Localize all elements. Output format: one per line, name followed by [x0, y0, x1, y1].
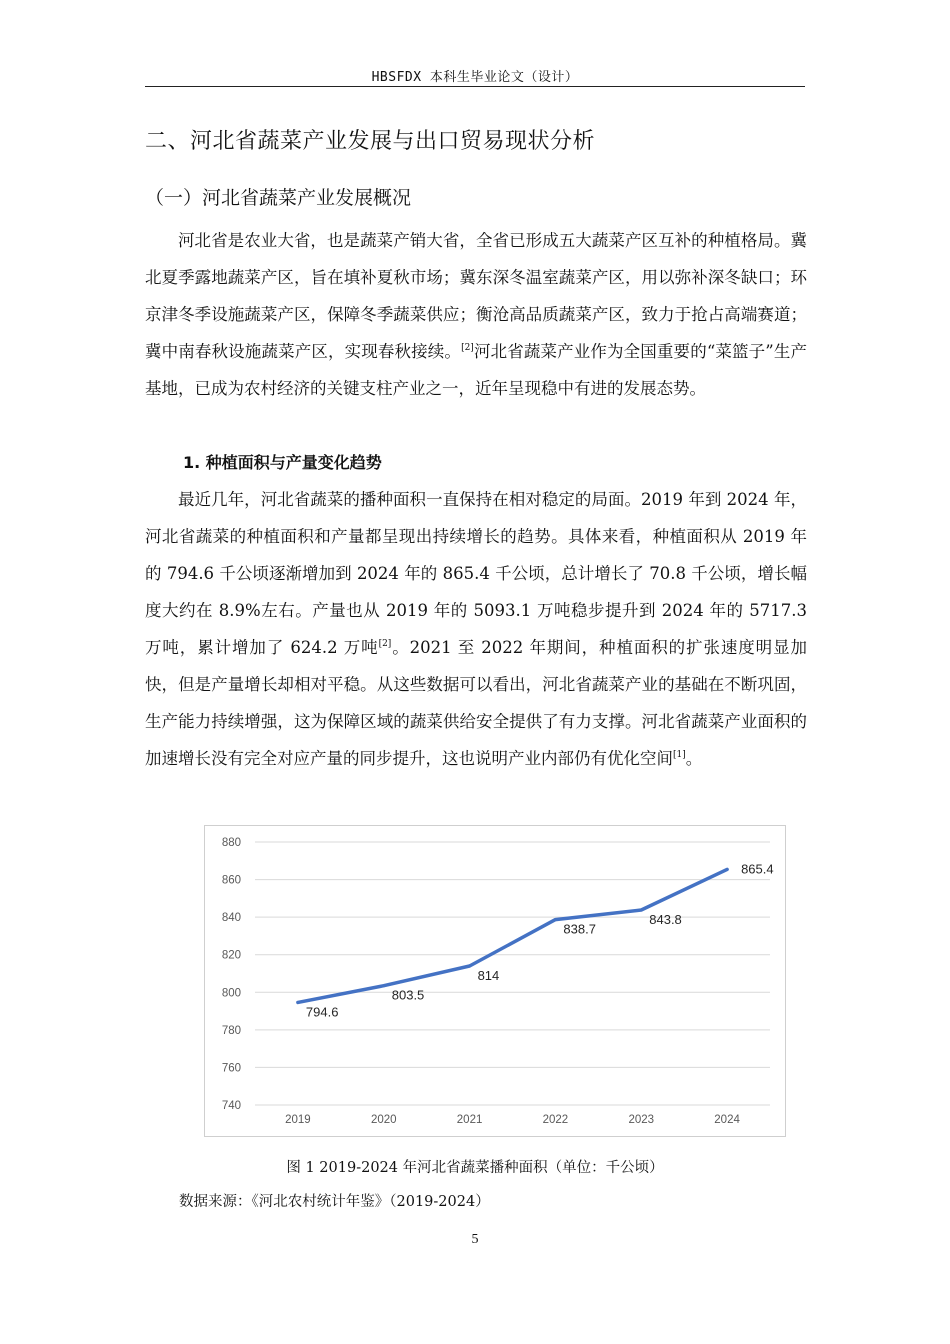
- x-tick-label: 2024: [714, 1114, 740, 1126]
- paragraph-text: 。: [685, 749, 703, 768]
- y-tick-label: 800: [221, 987, 241, 1000]
- data-source: 数据来源：《河北农村统计年鉴》（2019-2024）: [179, 1194, 490, 1210]
- line-chart: [204, 825, 786, 1137]
- paragraph-text: 。2021 至 2022 年期间，种植面积的扩张速度明显加快，但是产量增长却相对平稳。从这些数据可以看出，河北省蔬菜产业的基础在不断巩固，生产能力持续增强，这为保障区域的蔬菜供给安全提供了有力支撑。河北省蔬菜产业面积的加速增长没有完全对应产量的同步提升，这也说明产业内部仍有优化空间: [145, 638, 807, 768]
- data-label: 865.4: [741, 861, 774, 877]
- citation-ref[interactable]: [1]: [673, 750, 686, 760]
- x-tick-label: 2020: [370, 1114, 397, 1126]
- paragraph-text: 最近几年，河北省蔬菜的播种面积一直保持在相对稳定的局面。2019 年到 2024 年，河北省蔬菜的种植面积和产量都呈现出持续增长的趋势。具体来看，种植面积从 2019 年的 794.6 千公顷逐渐增加到 2024 年的 865.4 千公顷，总计增长了 70.8 千公顷，增长幅度大约在 8.9%左右。产量也从 2019 年的 5093.1 万吨稳步提升到 2024 年的 5717.3 万吨，累计增加了 624.2 万吨: [145, 490, 807, 657]
- figure-caption: 图 1 2019-2024 年河北省蔬菜播种面积（单位：千公顷）: [286, 1160, 664, 1176]
- y-tick-label: 820: [221, 949, 241, 962]
- x-tick-label: 2019: [285, 1114, 311, 1126]
- citation-ref[interactable]: [2]: [461, 343, 474, 353]
- running-header: HBSFDX 本科生毕业论文（设计）: [371, 70, 579, 85]
- header-rule: [145, 86, 805, 87]
- y-tick-label: 860: [221, 874, 241, 887]
- data-label: 803.5: [391, 987, 425, 1003]
- section-title: 二、河北省蔬菜产业发展与出口贸易现状分析: [145, 129, 596, 154]
- data-point: [726, 868, 729, 871]
- y-tick-label: 880: [221, 837, 241, 849]
- data-point: [382, 984, 385, 987]
- paragraph-overview: [145, 222, 807, 407]
- data-point: [468, 964, 471, 967]
- heading-trend: 1. 种植面积与产量变化趋势: [183, 453, 382, 472]
- data-label: 794.6: [305, 1004, 339, 1020]
- chart-canvas: [205, 826, 785, 1136]
- x-tick-label: 2021: [456, 1114, 483, 1126]
- y-tick-label: 840: [221, 912, 241, 925]
- series-line: [298, 869, 727, 1002]
- data-point: [554, 918, 557, 921]
- subsection-title: （一）河北省蔬菜产业发展概况: [145, 187, 412, 209]
- data-label: 843.8: [649, 912, 682, 928]
- y-tick-label: 760: [221, 1062, 241, 1075]
- paragraph-text: 河北省蔬菜产业作为全国重要的“菜篮子”生产基地，已成为农村经济的关键支柱产业之一，近年呈现稳中有进的发展态势。: [145, 342, 808, 398]
- data-label: 814: [477, 967, 500, 983]
- page-number: 5: [471, 1232, 479, 1247]
- citation-ref[interactable]: [2]: [378, 639, 392, 649]
- x-tick-label: 2022: [542, 1114, 569, 1126]
- y-tick-label: 780: [221, 1024, 241, 1037]
- y-tick-label: 740: [221, 1100, 241, 1112]
- data-point: [640, 909, 643, 912]
- x-tick-label: 2023: [628, 1114, 655, 1126]
- data-label: 838.7: [563, 921, 596, 937]
- paragraph-text: 河北省是农业大省，也是蔬菜产销大省，全省已形成五大蔬菜产区互补的种植格局。冀北夏季露地蔬菜产区，旨在填补夏秋市场；冀东深冬温室蔬菜产区，用以弥补深冬缺口；环京津冬季设施蔬菜产区，保障冬季蔬菜供应；衡沧高品质蔬菜产区，致力于抢占高端赛道；冀中南春秋设施蔬菜产区，实现春秋接续。: [145, 231, 807, 361]
- paragraph-trend: [145, 481, 807, 777]
- data-point: [296, 1001, 299, 1004]
